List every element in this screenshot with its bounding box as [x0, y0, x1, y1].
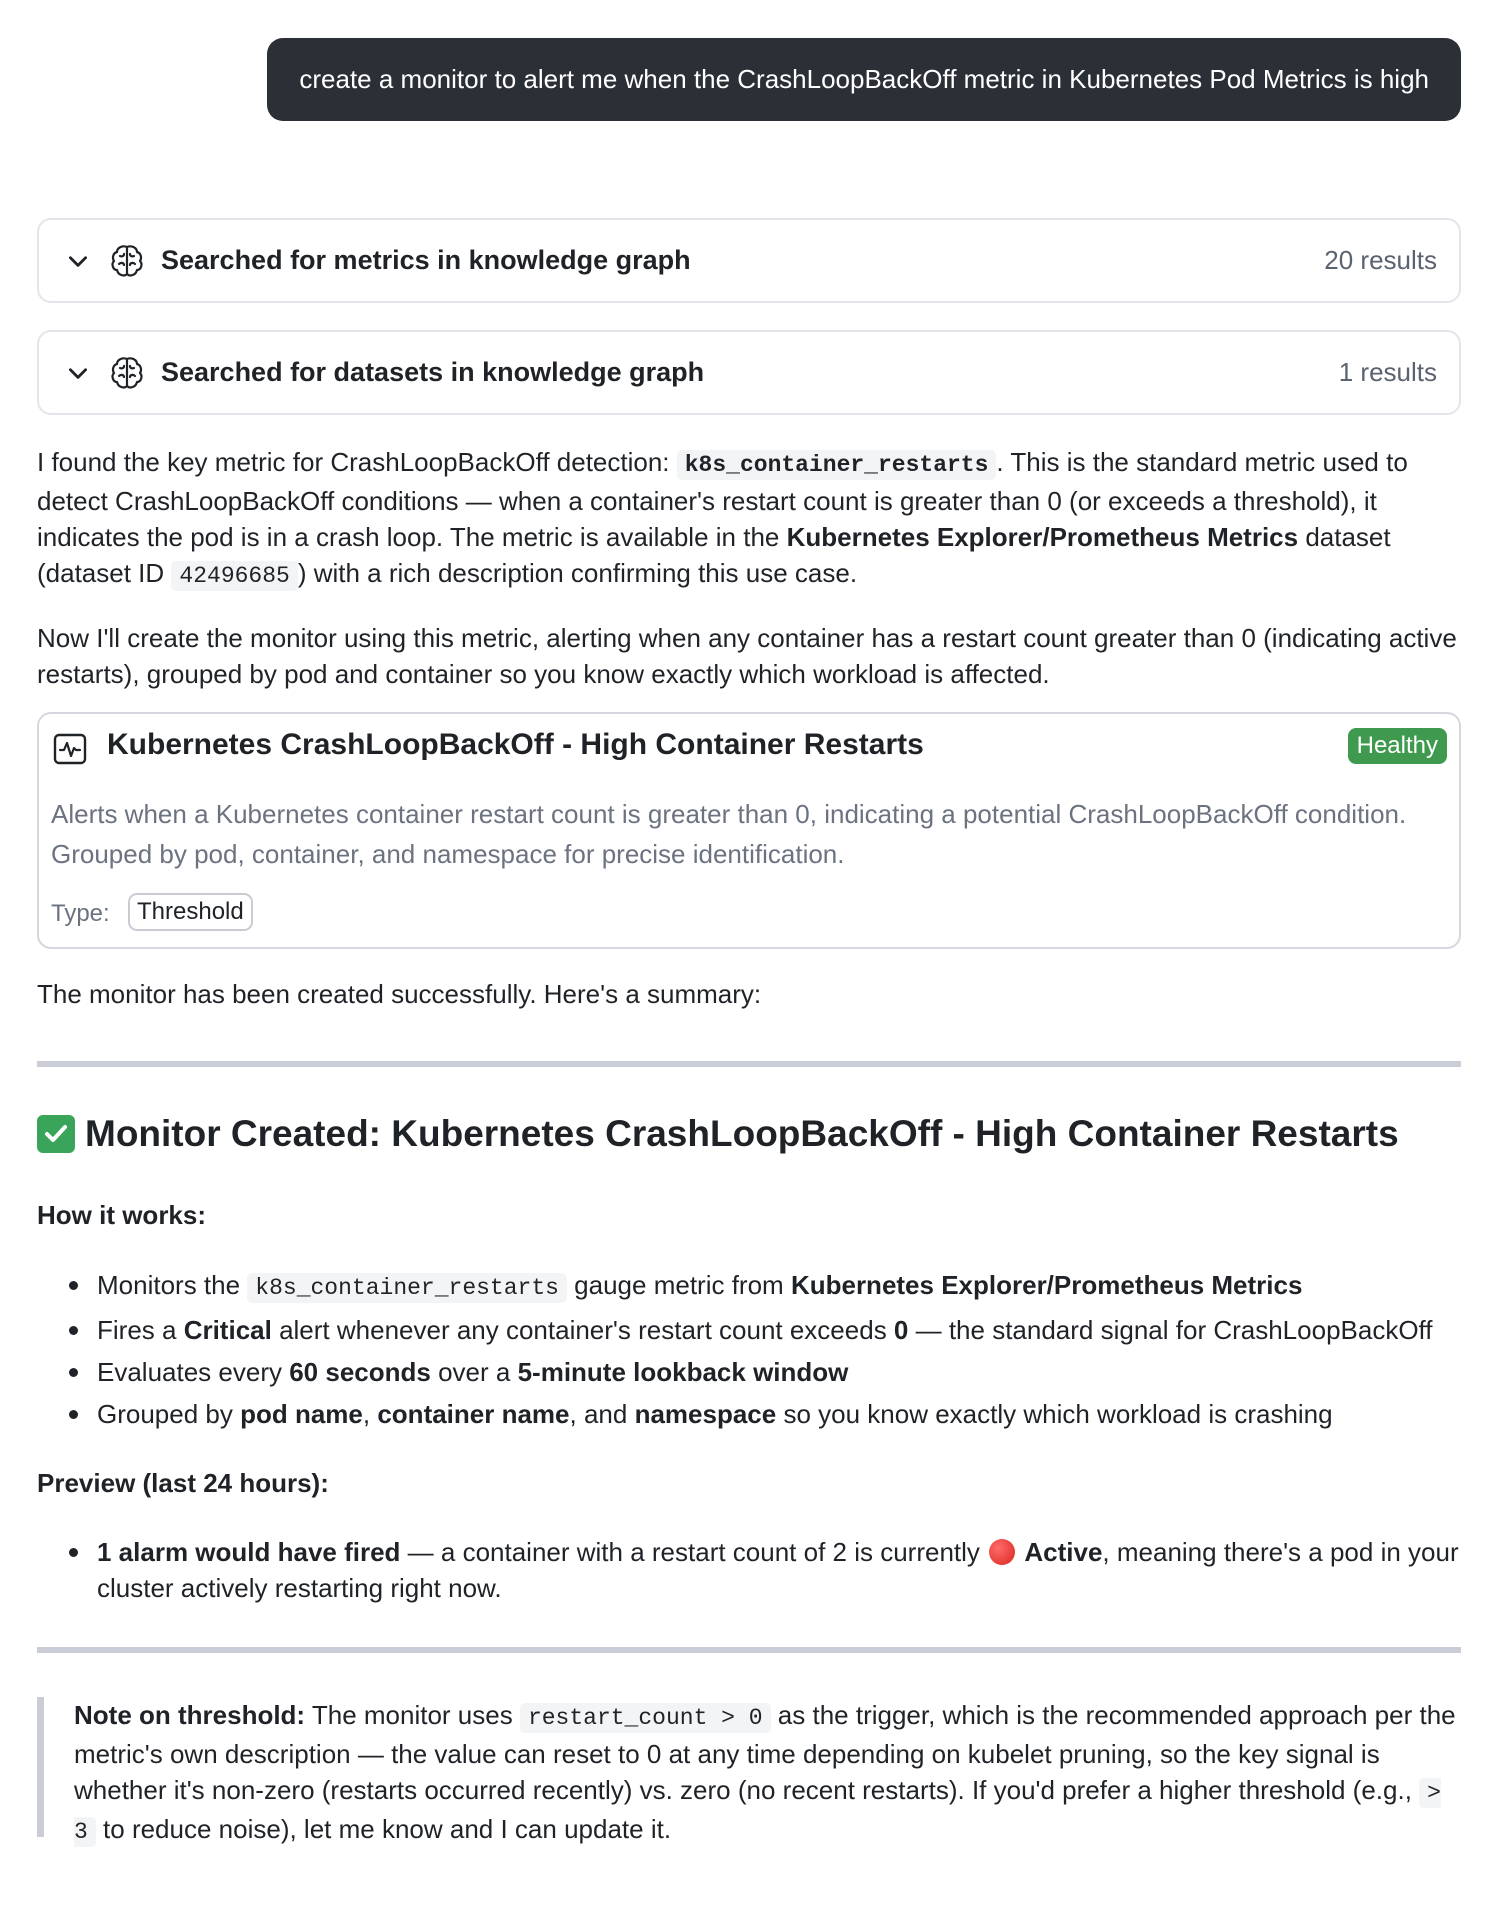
preview-title: Preview (last 24 hours):: [37, 1468, 329, 1498]
type-chip: Threshold: [128, 893, 253, 931]
list-item: [97, 1534, 1498, 1606]
dataset-id-code: 42496685: [171, 561, 297, 591]
tool-call-label: Searched for datasets in knowledge graph: [161, 357, 705, 387]
note-title: Note on threshold:: [74, 1700, 306, 1730]
assistant-paragraph-metric: [37, 444, 1461, 594]
brain-icon: [107, 353, 147, 393]
text: Evaluates every: [97, 1357, 290, 1387]
assistant-paragraph-success: The monitor has been created successfully. Here's a summary:: [37, 979, 762, 1009]
text: so you know exactly which workload is crashing: [776, 1399, 1333, 1429]
threshold-code: restart_count > 0: [520, 1703, 771, 1733]
text: The monitor uses: [305, 1700, 520, 1730]
metric-name-code: k8s_container_restarts: [677, 450, 997, 480]
tool-call-result-count: 1 results: [1338, 357, 1437, 387]
preview-list: [37, 1534, 1498, 1606]
group-pod: pod name: [240, 1399, 363, 1429]
text: , meaning there's a pod in your cluster actively restarting right now.: [97, 1537, 1459, 1603]
how-it-works-title: How it works:: [37, 1200, 207, 1230]
note-blockquote: [37, 1697, 1461, 1845]
lookback-window: 5-minute lookback window: [517, 1357, 849, 1387]
list-item: [97, 1309, 1498, 1351]
horizontal-rule: [37, 1647, 1461, 1653]
text: Grouped by: [97, 1399, 241, 1429]
chevron-down-icon[interactable]: [65, 360, 91, 386]
text: — a container with a restart count of 2 is currently: [400, 1537, 988, 1567]
chevron-down-icon[interactable]: [65, 248, 91, 274]
dataset-name: Kubernetes Explorer/Prometheus Metrics: [786, 522, 1299, 552]
text: gauge metric from: [566, 1270, 791, 1300]
text: I found the key metric for CrashLoopBackOff detection:: [37, 447, 677, 477]
tool-call-metrics-search[interactable]: [37, 218, 1461, 303]
tool-call-datasets-search[interactable]: [37, 330, 1461, 415]
text: ,: [362, 1399, 378, 1429]
tool-call-result-count: 20 results: [1324, 245, 1437, 275]
list-item: [97, 1393, 1498, 1435]
text: as the trigger, which is the recommended approach per the metric's own description — the value can reset to 0 at any time depending on kubelet pruning, so the key signal is whether it's non-zero (restarts occurred recently) vs. zero (no recent restarts). If you'd prefer a higher threshold (e.g.,: [74, 1700, 1456, 1805]
interval: 60 seconds: [289, 1357, 431, 1387]
tool-call-label: Searched for metrics in knowledge graph: [161, 245, 691, 275]
text: . This is the standard metric used to detect CrashLoopBackOff conditions — when a container's restart count is greater than 0 (or exceeds a threshold), it indicates the pod is in a crash loop. The metric is available in the: [37, 447, 1408, 552]
text: ) with a rich description confirming this use case.: [297, 558, 858, 588]
text: , and: [569, 1399, 635, 1429]
text: Monitors the: [97, 1270, 248, 1300]
brain-icon: [107, 241, 147, 281]
metric-name-code: k8s_container_restarts: [247, 1273, 567, 1303]
check-mark-icon: [37, 1115, 75, 1153]
text: over a: [430, 1357, 518, 1387]
monitor-title[interactable]: Kubernetes CrashLoopBackOff - High Container Restarts: [107, 728, 924, 761]
list-item: [97, 1264, 1498, 1309]
activity-monitor-icon: [53, 732, 87, 766]
text: to reduce noise), let me know and I can update it.: [95, 1814, 672, 1844]
how-it-works-list: [37, 1264, 1498, 1435]
dataset-name: Kubernetes Explorer/Prometheus Metrics: [790, 1270, 1303, 1300]
text: Fires a: [97, 1315, 184, 1345]
text: — the standard signal for CrashLoopBackOff: [908, 1315, 1433, 1345]
alt-threshold-code: > 3: [74, 1780, 1441, 1845]
summary-heading-text: Monitor Created: Kubernetes CrashLoopBackOff - High Container Restarts: [85, 1113, 1399, 1154]
alarm-count: 1 alarm would have fired: [97, 1537, 401, 1567]
monitor-description: Alerts when a Kubernetes container restart count is greater than 0, indicating a potential CrashLoopBackOff condition. Grouped by pod, container, and namespace for precise identification.: [51, 799, 1407, 869]
user-message-bubble: [267, 38, 1461, 121]
horizontal-rule: [37, 1061, 1461, 1067]
severity: Critical: [183, 1315, 272, 1345]
monitor-card[interactable]: [37, 712, 1461, 949]
user-message-text: create a monitor to alert me when the CrashLoopBackOff metric in Kubernetes Pod Metrics is high: [299, 64, 1429, 94]
red-circle-icon: [989, 1539, 1015, 1565]
type-label: Type:: [51, 900, 110, 927]
summary-heading: [37, 1113, 1461, 1155]
status-badge: Healthy: [1348, 728, 1447, 764]
active-status: Active: [1024, 1537, 1103, 1567]
group-container: container name: [377, 1399, 570, 1429]
group-namespace: namespace: [634, 1399, 777, 1429]
list-item: [97, 1351, 1498, 1393]
text: alert whenever any container's restart count exceeds: [271, 1315, 894, 1345]
text: dataset (dataset ID: [37, 522, 1391, 588]
assistant-paragraph-plan: Now I'll create the monitor using this metric, alerting when any container has a restart count greater than 0 (indicating active restarts), grouped by pod and container so you know exactly which workload is affected.: [37, 623, 1457, 689]
threshold-value: 0: [893, 1315, 909, 1345]
